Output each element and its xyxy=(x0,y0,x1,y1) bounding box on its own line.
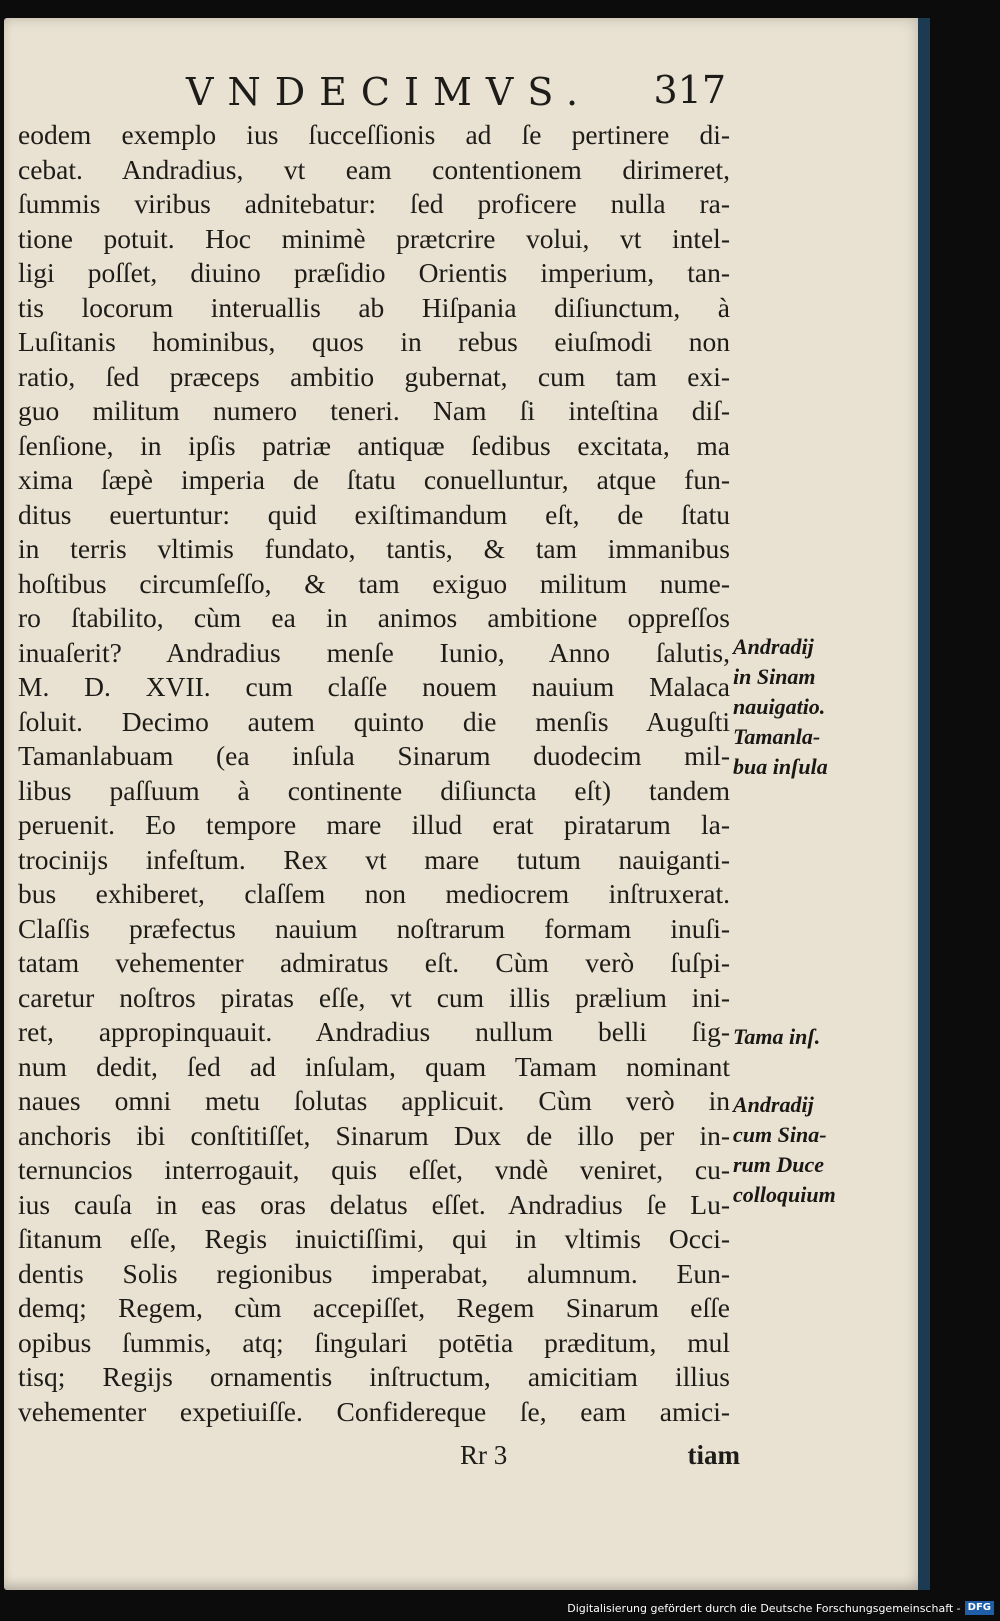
text-line: in terris vltimis fundato, tantis, & tam immanibus xyxy=(18,533,730,564)
text-line: tisq; Regijs ornamentis inſtructum, amicitiam illius xyxy=(18,1361,730,1392)
text-line: inuaſerit? Andradius menſe Iunio, Anno ſalutis, xyxy=(18,636,730,668)
body-text xyxy=(18,118,730,1429)
text-line: naues omni metu ſolutas applicuit. Cùm verò in xyxy=(18,1085,730,1116)
page-number: 317 xyxy=(653,68,726,112)
text-line: eodem exemplo ius ſucceſſionis ad ſe pertinere di- xyxy=(18,119,730,150)
dfg-logo: DFG xyxy=(965,1601,994,1615)
text-line: ro ſtabilito, cùm ea in animos ambitione oppreſſos xyxy=(18,602,730,633)
page-header xyxy=(186,70,726,120)
text-line: ſoluit. Decimo autem quinto die menſis Auguſti xyxy=(18,705,730,737)
text-line: ternuncios interrogauit, quis eſſet, vndè veniret, cu- xyxy=(18,1154,730,1185)
text-line: dentis Solis regionibus imperabat, alumnum. Eun- xyxy=(18,1257,730,1289)
signature-mark: Rr 3 xyxy=(460,1440,508,1470)
text-line: anchoris ibi conſtitiſſet, Sinarum Dux de illo per in- xyxy=(18,1119,730,1151)
text-line: ret, appropinquauit. Andradius nullum belli ſig- xyxy=(18,1016,730,1047)
margin-note-line: Tamanla- xyxy=(733,724,821,749)
text-line: Tamanlabuam (ea inſula Sinarum duodecim mil- xyxy=(18,740,730,771)
margin-note-line: cum Sina- xyxy=(733,1122,827,1147)
text-line: ligi poſſet, diuino præſidio Orientis imperium, tan- xyxy=(18,257,730,288)
margin-note-line: Tama inſ. xyxy=(733,1024,821,1049)
margin-note-line: Andradij xyxy=(733,634,814,659)
text-line: num dedit, ſed ad inſulam, quam Tamam nominant xyxy=(18,1050,730,1082)
text-line: ſitanum eſſe, Regis inuictiſſimi, qui in vltimis Occi- xyxy=(18,1223,730,1254)
text-line: guo militum numero teneri. Nam ſi inteſtina diſ- xyxy=(18,395,730,426)
text-line: Luſitanis hominibus, quos in rebus eiuſmodi non xyxy=(18,326,730,357)
margin-note-line: in Sinam xyxy=(733,664,816,689)
margin-note-tama xyxy=(733,1022,883,1052)
margin-note-colloquium xyxy=(733,1090,883,1210)
text-line: bus exhiberet, claſſem non mediocrem inſtruxerat. xyxy=(18,878,730,909)
text-line: ditus euertuntur: quid exiſtimandum eſt, de ſtatu xyxy=(18,498,730,530)
credit-text: Digitalisierung gefördert durch die Deutsche Forschungsgemeinschaft - xyxy=(567,1601,961,1615)
text-line: opibus ſummis, atq; ſingulari potētia præditum, mul xyxy=(18,1326,730,1358)
text-line: xima ſæpè imperia de ſtatu conuelluntur, atque fun- xyxy=(18,464,730,495)
page-edge xyxy=(918,18,930,1590)
margin-note-line: Andradij xyxy=(733,1092,814,1117)
digitization-credit xyxy=(567,1599,994,1617)
page-footer xyxy=(460,1440,740,1480)
margin-note-andradij-nauigatio xyxy=(733,632,883,782)
margin-note-line: colloquium xyxy=(733,1182,836,1207)
margin-note-line: bua inſula xyxy=(733,754,828,779)
text-line: libus paſſuum à continente diſiuncta eſt) tandem xyxy=(18,774,730,806)
catchword: tiam xyxy=(687,1440,740,1470)
text-line: tis locorum interuallis ab Hiſpania diſiunctum, à xyxy=(18,291,730,323)
text-line: peruenit. Eo tempore mare illud erat piratarum la- xyxy=(18,809,730,840)
text-line: ſenſione, in ipſis patriæ antiquæ ſedibus excitata, ma xyxy=(18,429,730,461)
text-line: demq; Regem, cùm accepiſſet, Regem Sinarum eſſe xyxy=(18,1292,730,1323)
text-line: ius cauſa in eas oras delatus eſſet. Andradius ſe Lu- xyxy=(18,1188,730,1220)
text-line: M. D. XVII. cum claſſe nouem nauium Malaca xyxy=(18,671,730,702)
text-line: cebat. Andradius, vt eam contentionem dirimeret, xyxy=(18,153,730,185)
margin-note-line: nauigatio. xyxy=(733,694,826,719)
text-line: ſummis viribus adnitebatur: ſed proficere nulla ra- xyxy=(18,188,730,219)
text-line: Claſſis præfectus nauium noſtrarum formam inuſi- xyxy=(18,912,730,944)
text-line: ratio, ſed præceps ambitio gubernat, cum tam exi- xyxy=(18,360,730,392)
text-line: vehementer expetiuiſſe. Confidereque ſe, eam amici- xyxy=(18,1395,730,1427)
running-title: VNDECIMVS. xyxy=(186,70,593,114)
text-line: tatam vehementer admiratus eſt. Cùm verò ſuſpi- xyxy=(18,947,730,978)
text-line: hoſtibus circumſeſſo, & tam exiguo militum nume- xyxy=(18,567,730,599)
text-line: caretur noſtros piratas eſſe, vt cum illis prælium ini- xyxy=(18,981,730,1013)
text-line: trocinijs infeſtum. Rex vt mare tutum nauiganti- xyxy=(18,843,730,875)
text-line: tione potuit. Hoc minimè prætcrire volui, vt intel- xyxy=(18,222,730,254)
margin-note-line: rum Duce xyxy=(733,1152,825,1177)
